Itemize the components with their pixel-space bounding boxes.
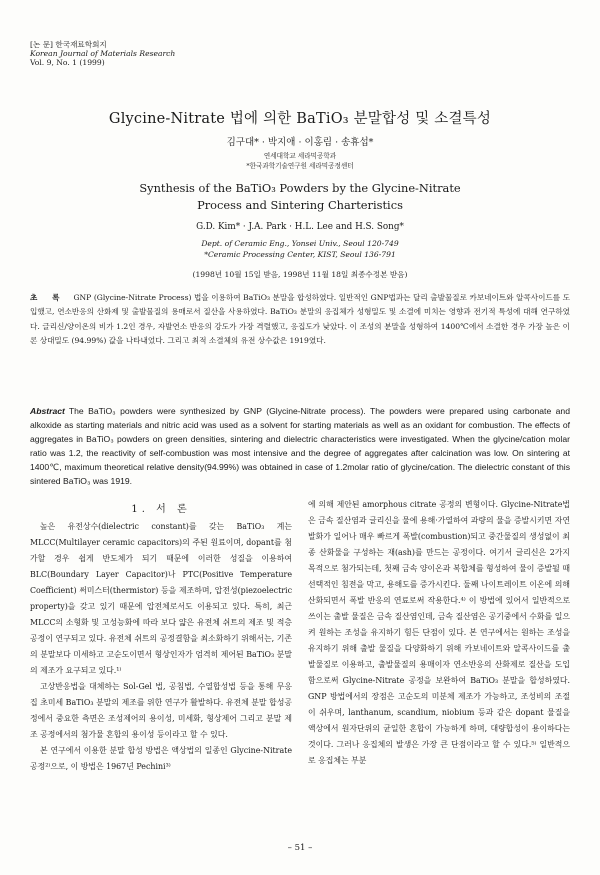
- affiliation-ko-line1: 연세대학교 세라믹공학과: [263, 152, 337, 160]
- journal-name-en: Korean Journal of Materials Research: [30, 49, 176, 58]
- abstract-ko-text: GNP (Glycine-Nitrate Process) 법을 이용하여 BaTiO₃ 분말을 합성하였다. 일반적인 GNP법과는 달리 출발물질로 카보네이트와 알콕사이드를 도입했고, 연소반응의 산화제 및 출발물질의 용매로서 질산을 사용하였다. BaTiO₃ 분말의 응집체가 성형밀도 및 소결에 미치는 영향과 전기적 특성에 대해 연구하였다. 글리신/양이온의 비가 1.2인 경우, 자발연소 반응의 강도가 가장 격렬했고, 응집도가 낮았다. 이 조성의 분말을 성형하여 1400℃에서 소결한 경우 가장 높은 이론 상대밀도 (94.99%) 값을 나타내었다. 그리고 최적 소결체의 유전 상수값은 1919였다.: [30, 293, 571, 345]
- abstract-en-text: The BaTiO₃ powders were synthesized by GNP (Glycine-Nitrate process). The powders were prepared using carbonate and alkoxide as starting materials and nitric acid was used as a solvent for starting materials as well as an oxidant for combustion. The effects of aggregates in BaTiO₃ powders on green densities, sintering and dielectric characteristics were investigated. When the glycine/cation molar ratio was 1.2, the reactivity of self-combustion was most intensive and the degree of aggregates after calcination was low. On sintering at 1400℃, maximum theoretical relative density(94.99%) was obtained in case of 1.2molar ratio of glycine/cation. The dielectric constant of this sintered BaTiO₃ was 1919.: [30, 406, 570, 487]
- affiliation-en-line1: Dept. of Ceramic Eng., Yonsei Univ., Seoul 120-749: [201, 239, 399, 248]
- journal-volume: Vol. 9, No. 1 (1999): [30, 58, 105, 67]
- paper-title-en-line1: Synthesis of the BaTiO₃ Powders by the Glycine-Nitrate: [139, 181, 461, 195]
- received-dates: (1998년 10월 15일 받음, 1998년 11월 18일 최종수정본 받음): [192, 270, 408, 279]
- abstract-ko-label: 초 록: [30, 293, 66, 302]
- paper-title-en: [0, 180, 600, 214]
- authors-ko: 김구대* · 박지애 · 이홍림 · 송휴섭*: [226, 137, 374, 148]
- authors-en: G.D. Kim* · J.A. Park · H.L. Lee and H.S. Song*: [196, 222, 404, 232]
- journal-header: [30, 40, 175, 67]
- body-column-right: [308, 497, 570, 769]
- paper-title-en-line2: Process and Sintering Charteristics: [197, 198, 403, 212]
- paragraph: 본 연구에서 이용한 분말 합성 방법은 액상법의 일종인 Glycine-Nitrate 공정²⁾으로, 이 방법은 1967년 Pechini³⁾: [30, 746, 292, 771]
- affiliation-ko: [0, 151, 600, 171]
- journal-label-ko: [논 문] 한국재료학회지: [30, 40, 107, 49]
- body-column-left: [30, 519, 292, 775]
- paragraph: 에 의해 제안된 amorphous citrate 공정의 변형이다. Glycine-Nitrate법은 금속 질산염과 글리신을 물에 용해·가열하여 과량의 물을 증발시키면 자연발화가 일어나 매우 빠르게 폭발(combustion)되고 중간물질의 생성없이 최종 산화물을 구성하는 재(ash)를 만드는 공정이다. 여기서 글리신은 2가지 목적으로 첨가되는데, 첫째 금속 양이온과 복합체를 형성하여 물이 증발될 때 선택적인 침전을 막고, 용해도를 증가시킨다. 둘째 나이트레이트 이온에 의해 산화되면서 폭발 반응의 연료로써 작용한다.⁴⁾ 이 방법에 있어서 일반적으로 쓰이는 출발 물질은 금속 질산염인데, 금속 질산염은 공기중에서 수화를 일으켜 원하는 조성을 유지하기 힘든 단점이 있다. 본 연구에서는 원하는 조성을 유지하기 위해 출발 물질을 다양화하기 위해 카보네이트와 알콕사이드를 출발물질로 이용하고, 출발물질의 용매이자 연소반응의 산화제로 질산을 도입함으로써 Glycine-Nitrate 공정을 보완하여 BaTiO₃ 분말을 합성하였다. GNP 방법에서의 장점은 고순도의 미분체 제조가 가능하고, 조성비의 조절이 쉬우며, lanthanum, scandium, niobium 등과 같은 dopant 물질을 액상에서 원자단위의 균일한 혼합이 가능하게 하며, 대량합성이 용이하다는 것이다. 그러나 응집체의 발생은 가장 큰 단점이라고 할 수 있다.⁵⁾ 일반적으로 응집체는 부분: [308, 500, 570, 765]
- abstract-en-label: Abstract: [30, 406, 65, 416]
- abstract-en: [30, 404, 570, 489]
- paper-title-ko: Glycine-Nitrate 법에 의한 BaTiO₃ 분말합성 및 소결특성: [108, 111, 492, 127]
- paragraph: 높은 유전상수(dielectric constant)를 갖는 BaTiO₃ 계는 MLCC(Multilayer ceramic capacitors)의 주된 원료이며, dopant를 첨가할 경우 쉽게 반도체가 되기 때문에 이러한 성질을 이용하여 BLC(Boundary Layer Capacitor)나 PTC(Positive Temperature Coefficient) 써미스터(thermistor) 등을 제조하며, 압전성(piezoelectric property)을 갖고 있기 때문에 압전체로서도 이용되고 있다. 특히, 최근 MLCC의 소형화 및 고성능화에 따라 보다 얇은 유전체 쉬트의 제조 및 적층 공정이 연구되고 있다. 유전체 쉬트의 공정결함을 최소화하기 위해서는, 기존의 분말보다 미세하고 고순도이면서 형상인자가 엄격히 제어된 BaTiO₃ 분말의 제조가 요구되고 있다.¹⁾: [30, 522, 292, 675]
- paragraph: 고상반응법을 대체하는 Sol-Gel 법, 공침법, 수열합성법 등을 통해 무응집 초미세 BaTiO₃ 분말의 제조를 위한 연구가 활발하다. 유전체 분말 합성공정에서 중요한 측면은 조성제어의 용이성, 미세화, 형상제어 그리고 분말 제조 공정에서의 첨가물 혼합의 용이성 등이라고 할 수 있다.: [30, 682, 292, 739]
- page-number: – 51 –: [287, 843, 313, 853]
- affiliation-en: [0, 238, 600, 260]
- section-heading-introduction: 1. 서 론: [131, 504, 191, 515]
- abstract-ko: [30, 291, 570, 348]
- affiliation-ko-line2: *한국과학기술연구원 세라믹공정센터: [246, 162, 354, 170]
- affiliation-en-line2: *Ceramic Processing Center, KIST, Seoul 136-791: [204, 250, 396, 259]
